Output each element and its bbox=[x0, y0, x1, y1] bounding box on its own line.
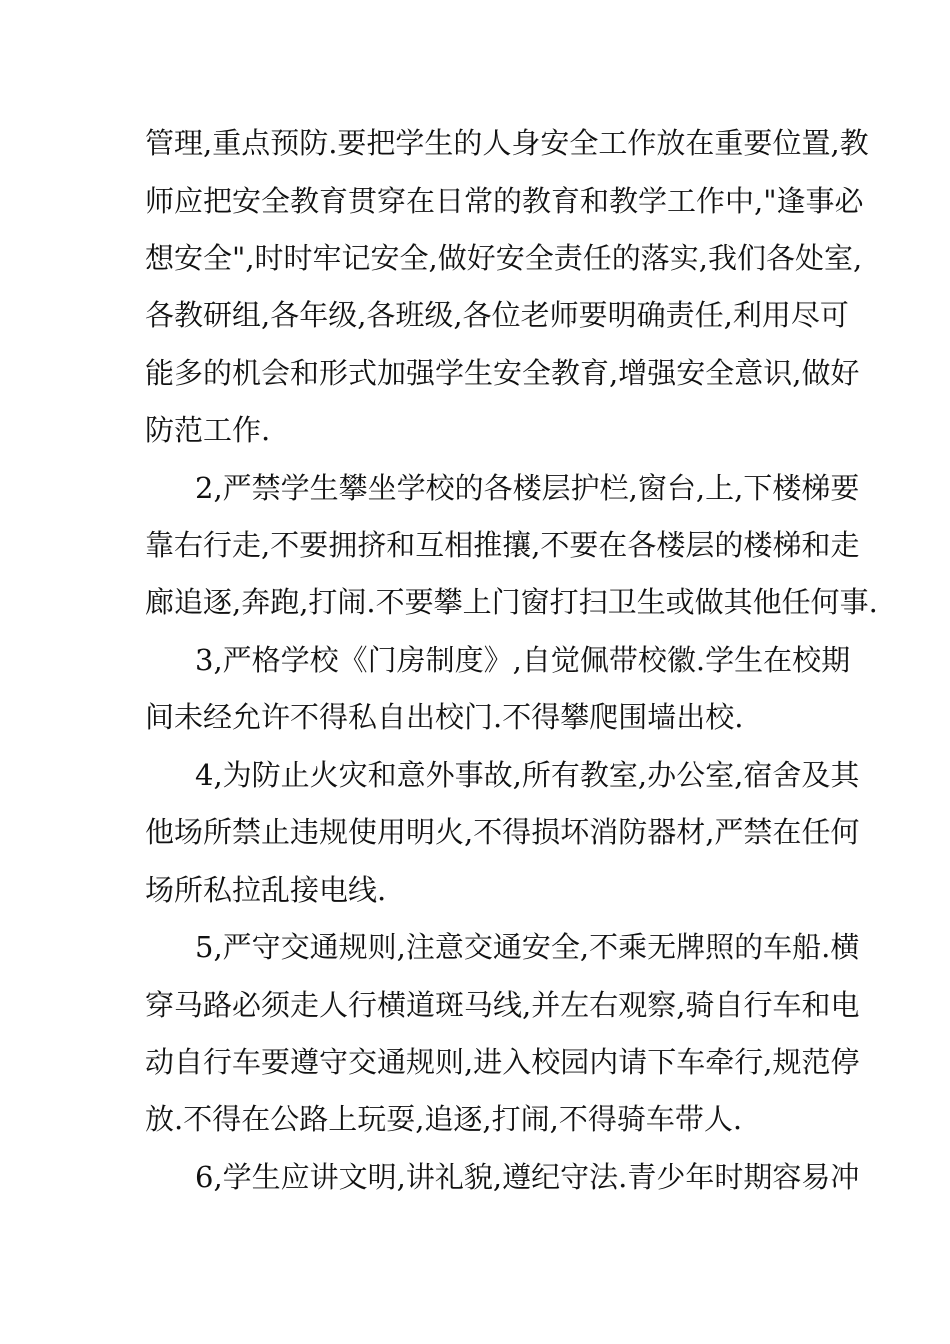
text-line: 管理,重点预防.要把学生的人身安全工作放在重要位置,教 bbox=[145, 126, 869, 160]
text-line: 能多的机会和形式加强学生安全教育,增强安全意识,做好 bbox=[145, 356, 860, 390]
text-line: 防范工作. bbox=[145, 413, 271, 447]
paragraph-4-line: 4,为防止火灾和意外事故,所有教室,办公室,宿舍及其 bbox=[195, 758, 860, 792]
text-line: 各教研组,各年级,各班级,各位老师要明确责任,利用尽可 bbox=[145, 298, 849, 332]
text-line: 师应把安全教育贯穿在日常的教育和教学工作中,"逢事必 bbox=[145, 184, 864, 218]
text-line: 想安全",时时牢记安全,做好安全责任的落实,我们各处室, bbox=[145, 241, 863, 275]
text-line: 廊追逐,奔跑,打闹.不要攀上门窗打扫卫生或做其他任何事. bbox=[145, 585, 878, 619]
paragraph-2-line: 2,严禁学生攀坐学校的各楼层护栏,窗台,上,下楼梯要 bbox=[195, 471, 860, 505]
text-line: 动自行车要遵守交通规则,进入校园内请下车牵行,规范停 bbox=[145, 1045, 860, 1079]
text-line: 靠右行走,不要拥挤和互相推攘,不要在各楼层的楼梯和走 bbox=[145, 528, 860, 562]
text-line: 间未经允许不得私自出校门.不得攀爬围墙出校. bbox=[145, 700, 744, 734]
paragraph-5-line: 5,严守交通规则,注意交通安全,不乘无牌照的车船.横 bbox=[195, 930, 860, 964]
text-line: 穿马路必须走人行横道斑马线,并左右观察,骑自行车和电 bbox=[145, 988, 860, 1022]
text-line: 场所私拉乱接电线. bbox=[145, 873, 387, 907]
text-line: 放.不得在公路上玩耍,追逐,打闹,不得骑车带人. bbox=[145, 1102, 743, 1136]
text-line: 他场所禁止违规使用明火,不得损坏消防器材,严禁在任何 bbox=[145, 815, 860, 849]
paragraph-3-line: 3,严格学校《门房制度》,自觉佩带校徽.学生在校期 bbox=[195, 643, 851, 677]
paragraph-6-line: 6,学生应讲文明,讲礼貌,遵纪守法.青少年时期容易冲 bbox=[195, 1160, 860, 1194]
